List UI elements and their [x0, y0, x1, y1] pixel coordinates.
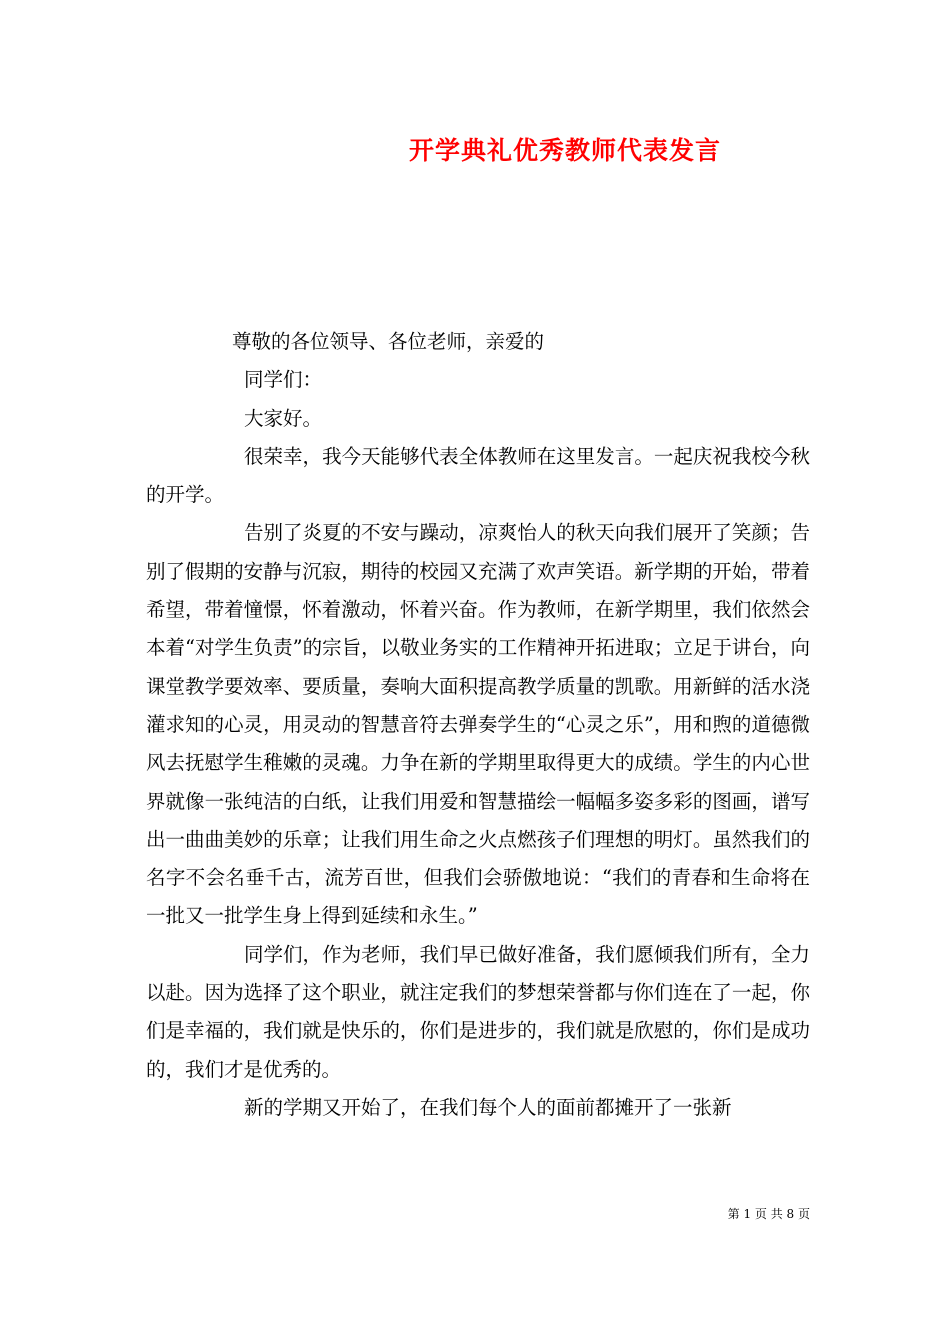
salutation-line: 尊敬的各位领导、各位老师，亲爱的 [232, 330, 545, 353]
greeting-line: 大家好。 [244, 406, 323, 430]
document-body [146, 323, 810, 1127]
page-number-footer: 第 1 页 共 8 页 [727, 1207, 810, 1221]
body-paragraph: 很荣幸，我今天能够代表全体教师在这里发言。一起庆祝我校今秋的开学。 [146, 444, 810, 507]
body-paragraph: 新的学期又开始了，在我们每个人的面前都摊开了一张新 [244, 1095, 732, 1119]
salutation-continued: 同学们： [244, 368, 323, 392]
body-paragraph: 同学们，作为老师，我们早已做好准备，我们愿倾我们所有，全力以赴。因为选择了这个职业，就注定我们的梦想荣誉都与你们连在了一起，你们是幸福的，我们就是快乐的，你们是进步的，我们就是欣慰的，你们是成功的，我们才是优秀的。 [146, 942, 810, 1081]
document-title: 开学典礼优秀教师代表发言 [408, 136, 721, 165]
body-paragraph: 告别了炎夏的不安与躁动，凉爽怡人的秋天向我们展开了笑颜；告别了假期的安静与沉寂，期待的校园又充满了欢声笑语。新学期的开始，带着希望，带着憧憬，怀着激动，怀着兴奋。作为教师，在新学期里，我们依然会本着“对学生负责”的宗旨，以敬业务实的工作精神开拓进取；立足于讲台，向课堂教学要效率、要质量，奏响大面积提高教学质量的凯歌。用新鲜的活水浇灌求知的心灵，用灵动的智慧音符去弹奏学生的“心灵之乐”，用和煦的道德微风去抚慰学生稚嫩的灵魂。力争在新的学期里取得更大的成绩。学生的内心世界就像一张纯洁的白纸，让我们用爱和智慧描绘一幅幅多姿多彩的图画，谱写出一曲曲美妙的乐章；让我们用生命之火点燃孩子们理想的明灯。虽然我们的名字不会名垂千古，流芳百世，但我们会骄傲地说：“我们的青春和生命将在一批又一批学生身上得到延续和永生。” [146, 521, 810, 928]
